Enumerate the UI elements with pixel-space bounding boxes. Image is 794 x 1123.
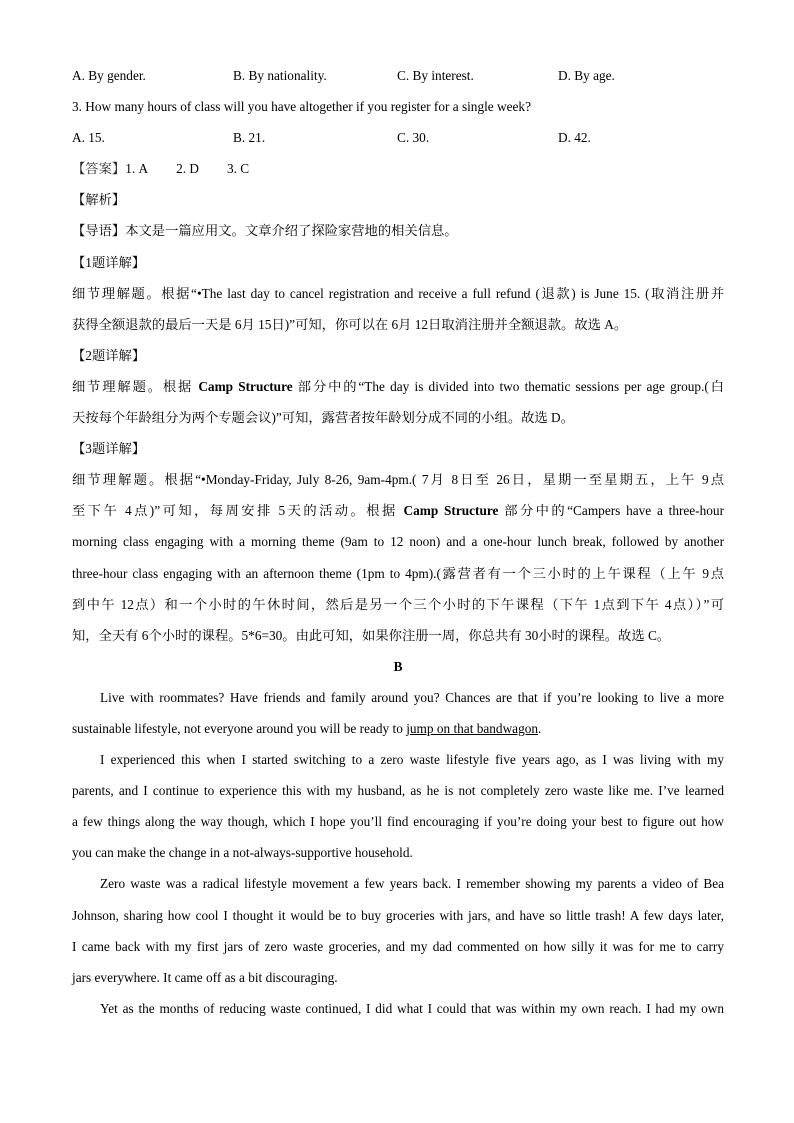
- q3-option-b: B. 21.: [233, 130, 266, 146]
- text-run: sustainable lifestyle, not everyone around you will be ready to: [72, 720, 407, 736]
- passage-line: I experienced this when I started switching to a zero waste lifestyle five years ago, as I was living with my: [100, 752, 724, 768]
- answer-2: 2. D: [176, 161, 199, 177]
- detail-2-line: [72, 371, 724, 402]
- answer-1: 1. A: [125, 161, 149, 177]
- intro-text: 本文是一篇应用文。文章介绍了探险家营地的相关信息。: [125, 223, 458, 239]
- text-run: 细节理解题。根据: [72, 378, 199, 394]
- text-run: .: [538, 720, 542, 736]
- detail-1-line: 获得全额退款的最后一天是 6月 15日)”可知，你可以在 6月 12日取消注册并全额退款。故选 A。: [72, 316, 628, 332]
- answer-label: 【答案】: [72, 161, 126, 177]
- answer-3: 3. C: [227, 161, 250, 177]
- passage-line: Yet as the months of reducing waste continued, I did what I could that was within my own reach. I had my own: [100, 1000, 724, 1016]
- passage-line: [72, 713, 724, 744]
- q3-option-d: D. 42.: [558, 130, 591, 146]
- q3-options: [72, 122, 724, 153]
- analysis-label: 【解析】: [72, 192, 126, 208]
- q2-option-a: A. By gender.: [72, 68, 146, 83]
- detail-2-label: 【2题详解】: [72, 347, 146, 363]
- q3-option-c: C. 30.: [397, 130, 430, 146]
- detail-1-line: 细节理解题。根据“•The last day to cancel registration and receive a full refund (退款) is June 15. (取消注册并: [72, 285, 724, 301]
- q2-option-d: D. By age.: [558, 68, 615, 83]
- section-heading-b: B: [393, 658, 403, 674]
- detail-3-line: morning class engaging with a morning theme (9am to 12 noon) and a one-hour lunch break, followed by another: [72, 534, 724, 550]
- underlined-phrase: jump on that bandwagon: [406, 720, 539, 736]
- passage-line: Zero waste was a radical lifestyle movement a few years back. I remember showing my parents a video of Bea: [100, 876, 724, 892]
- camp-structure-bold: Camp Structure: [403, 503, 499, 519]
- detail-3-line: [72, 495, 724, 526]
- detail-3-line: 知，全天有 6个小时的课程。5*6=30。由此可知，如果你注册一周，你总共有 30小时的课程。故选 C。: [72, 627, 671, 643]
- passage-line: Johnson, sharing how cool I thought it would be to buy groceries with jars, and have so little trash! A few days later,: [72, 907, 724, 923]
- detail-3-label: 【3题详解】: [72, 441, 146, 457]
- passage-line: you can make the change in a not-always-supportive household.: [72, 845, 413, 861]
- intro-label: 【导语】: [72, 223, 126, 239]
- answer-line: [72, 153, 724, 184]
- detail-3-line: 细节理解题。根据“•Monday-Friday, July 8-26, 9am-4pm.( 7月 8日至 26日，星期一至星期五，上午 9点: [72, 472, 724, 488]
- text-run: 至下午 4点)”可知，每周安排 5天的活动。根据: [72, 503, 404, 519]
- document-page: [72, 60, 724, 1024]
- passage-line: jars everywhere. It came off as a bit discouraging.: [72, 969, 338, 985]
- camp-structure-bold: Camp Structure: [198, 378, 293, 394]
- q2-options: [72, 60, 724, 91]
- passage-line: I came back with my first jars of zero waste groceries, and my dad commented on how silly it was for me to carry: [72, 938, 724, 954]
- passage-line: Live with roommates? Have friends and family around you? Chances are that if you’re looking to live a more: [100, 689, 724, 705]
- detail-3-line: 到中午 12点）和一个小时的午休时间，然后是另一个三个小时的下午课程（下午 1点到下午 4点））”可: [72, 596, 724, 612]
- q3-question: 3. How many hours of class will you have altogether if you register for a single week?: [72, 99, 531, 115]
- detail-1-label: 【1题详解】: [72, 254, 146, 270]
- detail-2-line: 天按每个年龄组分为两个专题会议)”可知，露营者按年龄划分成不同的小组。故选 D。: [72, 410, 574, 426]
- text-run: 部分中的“The day is divided into two thematic sessions per age group.(白: [292, 378, 724, 394]
- passage-line: parents, and I continue to experience this with my husband, as he is not completely zero waste like me. I’ve learned: [72, 783, 724, 799]
- text-run: 部分中的“Campers have a three-hour: [498, 503, 724, 519]
- q3-option-a: A. 15.: [72, 130, 105, 146]
- detail-3-line: three-hour class engaging with an afternoon theme (1pm to 4pm).(露营者有一个三小时的上午课程（上午 9点: [72, 565, 724, 581]
- passage-line: a few things along the way though, which I hope you’ll find encouraging if you’re doing your best to figure out how: [72, 814, 724, 830]
- q2-option-b: B. By nationality.: [233, 68, 327, 83]
- intro-line: [72, 215, 724, 246]
- q2-option-c: C. By interest.: [397, 68, 474, 83]
